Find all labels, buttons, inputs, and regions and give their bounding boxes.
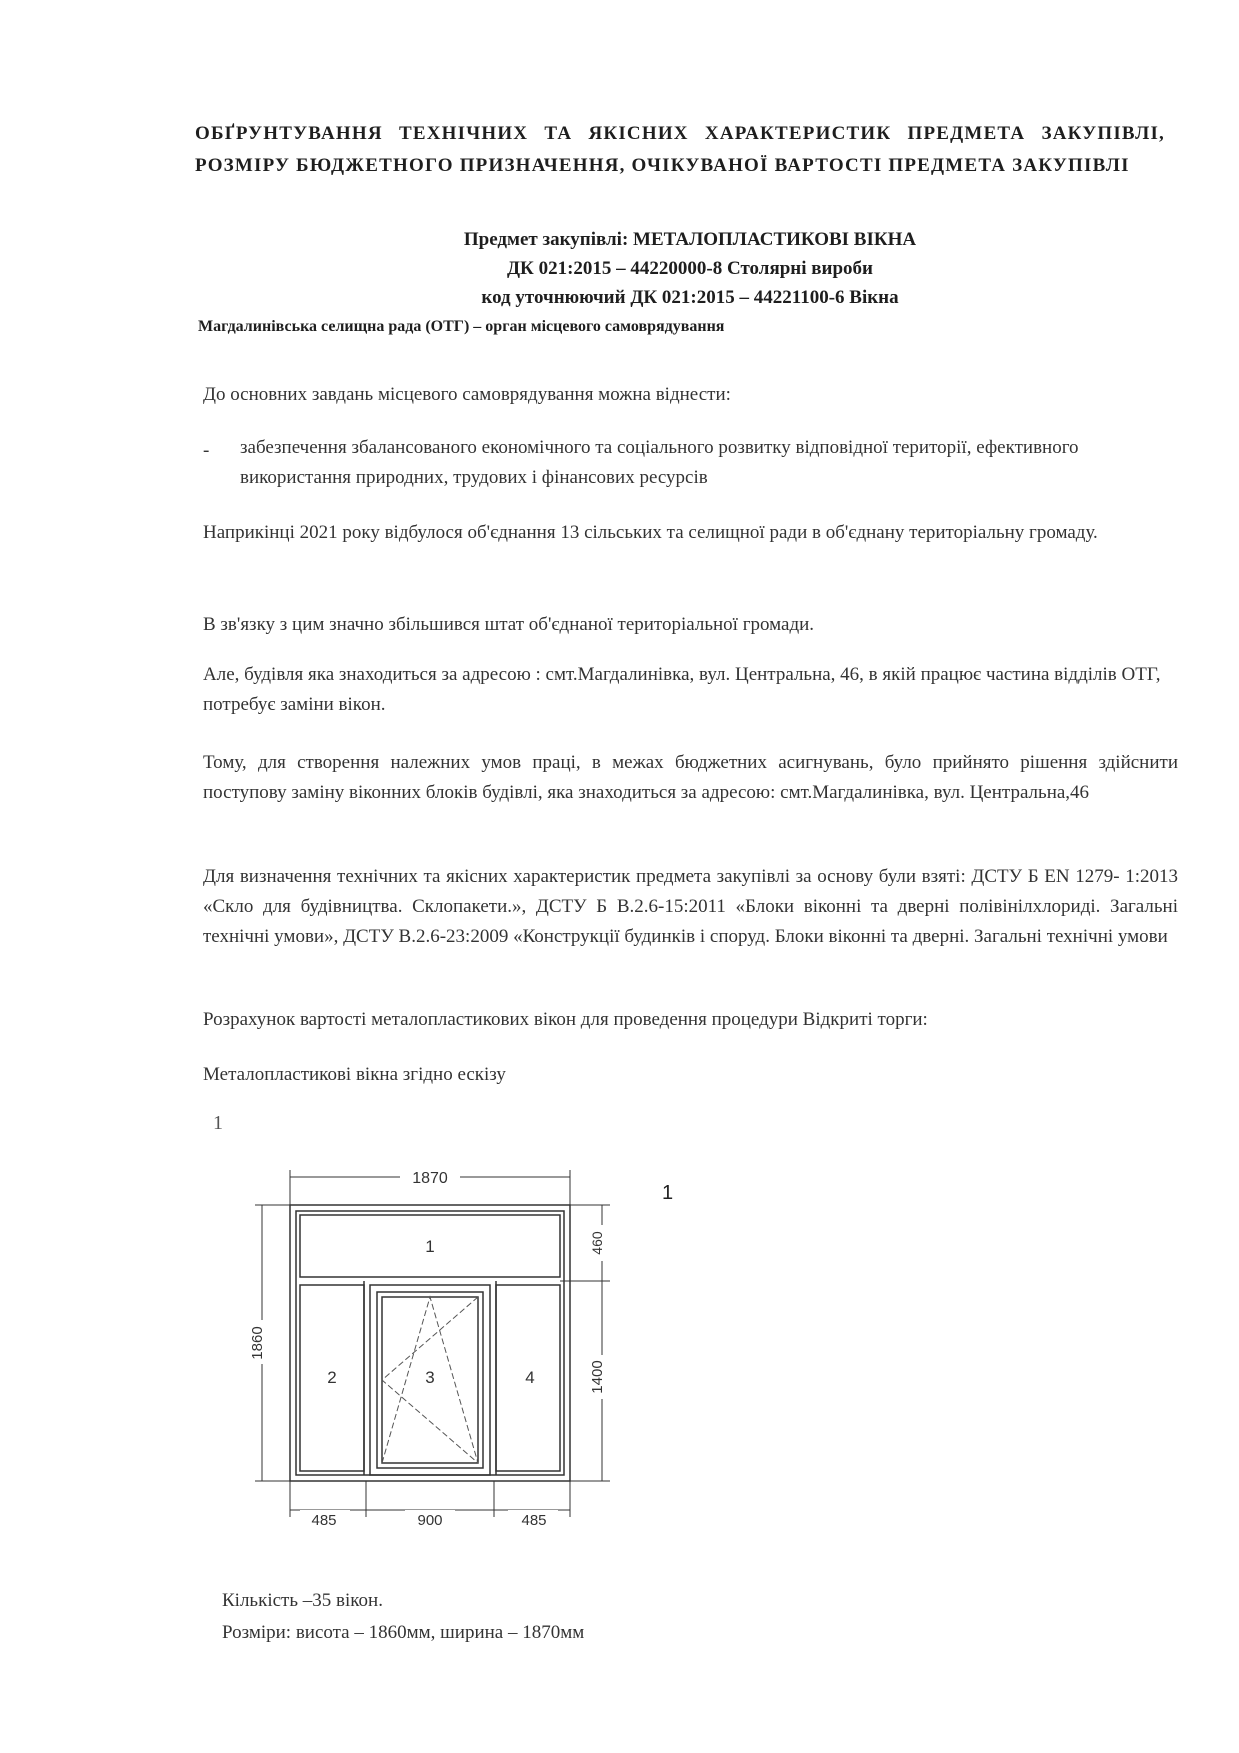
dim-total-width: 1870	[412, 1170, 448, 1187]
paragraph-building: Але, будівля яка знаходиться за адресою : смт.Магдалинівка, вул. Центральна, 46, в якій працює частина відділів ОТГ, потребує заміни вікон.	[203, 664, 1161, 715]
figure-number-left: 1	[213, 1112, 223, 1134]
paragraph-merger: Наприкінці 2021 року відбулося об'єднання 13 сільських та селищної ради в об'єднану територіальну громаду.	[203, 522, 1098, 543]
dim-left-width: 485	[311, 1512, 337, 1529]
window-sketch	[240, 1165, 680, 1545]
document-heading: ОБҐРУНТУВАННЯ ТЕХНІЧНИХ ТА ЯКІСНИХ ХАРАКТЕРИСТИК ПРЕДМЕТА ЗАКУПІВЛІ, РОЗМІРУ БЮДЖЕТНОГО ПРИЗНАЧЕННЯ, ОЧІКУВАНОЇ ВАРТОСТІ ПРЕДМЕТА ЗАКУПІВЛІ	[195, 123, 1165, 176]
quantity-line: Кількість –35 вікон.	[222, 1590, 383, 1611]
bullet-item: забезпечення збалансованого економічного та соціального розвитку відповідної території, ефективного використання природних, трудових і фінансових ресурсів	[240, 437, 1079, 488]
panel-label-4: 4	[525, 1368, 535, 1387]
paragraph-cost-calculation: Розрахунок вартості металопластикових вікон для проведення процедури Відкриті торги:	[203, 1009, 928, 1030]
dim-bottom-height: 1400	[589, 1360, 606, 1394]
paragraph-decision: Тому, для створення належних умов праці, в межах бюджетних асигнувань, було прийнято рішення здійснити поступову заміну віконних блоків будівлі, яка знаходиться за адресою: смт.Магдалинівка, вул. Центральна,46	[203, 752, 1178, 803]
dim-total-height: 1860	[249, 1326, 266, 1360]
subject-line: код уточнюючий ДК 021:2015 – 44221100-6 Вікна	[481, 287, 899, 308]
subject-line: ДК 021:2015 – 44220000-8 Столярні вироби	[506, 258, 873, 279]
bullet-marker: -	[203, 440, 210, 461]
procurement-subject	[380, 225, 1000, 312]
figure-number-right: 1	[662, 1182, 674, 1204]
dim-center-width: 900	[417, 1512, 443, 1529]
paragraph-standards: Для визначення технічних та якісних характеристик предмета закупівлі за основу були взяті: ДСТУ Б EN 1279- 1:2013 «Скло для будівництва. Склопакети.», ДСТУ Б В.2.6-15:2011 «Блоки віконні та дверні полівінілхлориді. Загальні технічні умови», ДСТУ В.2.6-23:2009 «Конструкції будинків і споруд. Блоки віконні та дверні. Загальні технічні умови	[203, 866, 1178, 947]
subject-line: Предмет закупівлі: МЕТАЛОПЛАСТИКОВІ ВІКНА	[463, 229, 917, 250]
intro-paragraph: До основних завдань місцевого самоврядування можна віднести:	[203, 384, 731, 405]
dimensions-line: Розміри: висота – 1860мм, ширина – 1870мм	[222, 1622, 585, 1643]
organization-line: Магдалинівська селищна рада (ОТГ) – орган місцевого самоврядування	[198, 318, 725, 335]
paragraph-sketch-caption: Металопластикові вікна згідно ескізу	[203, 1064, 506, 1085]
panel-label-3: 3	[425, 1368, 435, 1387]
dim-right-width: 485	[521, 1512, 547, 1529]
panel-label-2: 2	[327, 1368, 337, 1387]
panel-label-1: 1	[425, 1237, 435, 1256]
dim-top-height: 460	[589, 1231, 605, 1255]
paragraph-staff: В зв'язку з цим значно збільшився штат об'єднаної територіальної громади.	[203, 614, 815, 635]
